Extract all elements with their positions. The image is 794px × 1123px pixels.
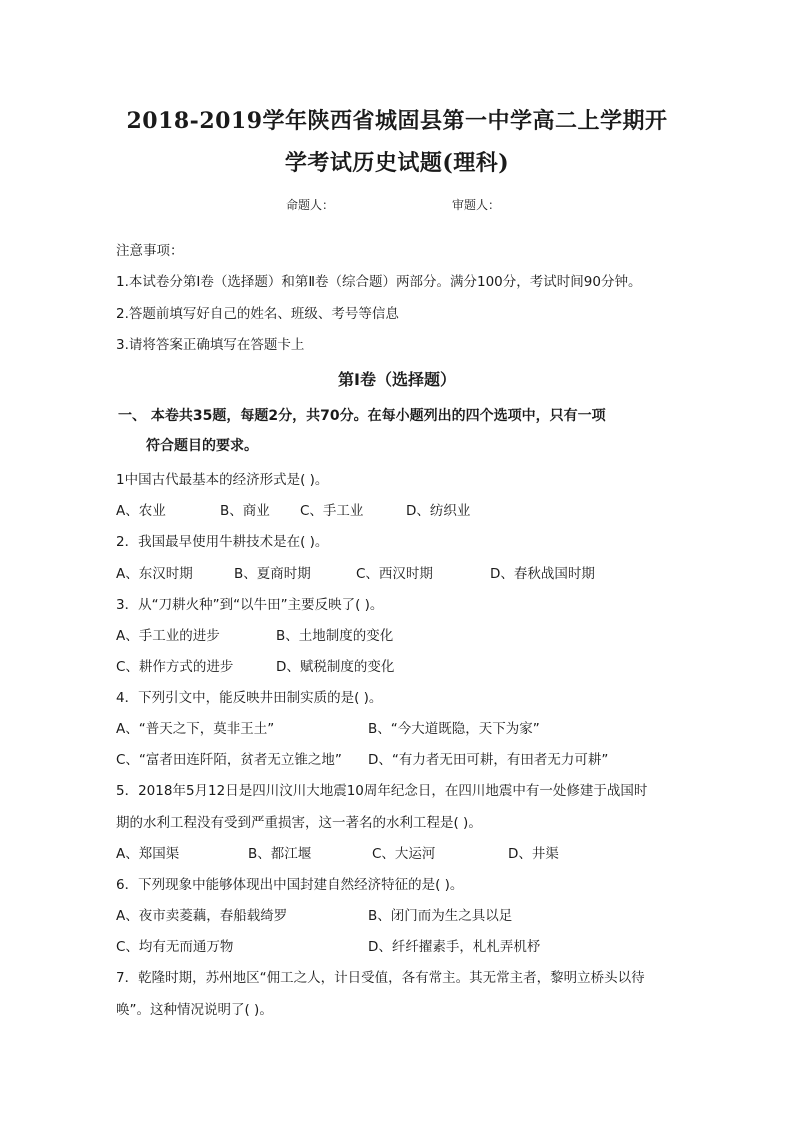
question-5-options — [116, 842, 716, 862]
question-3-options-row1 — [116, 624, 716, 644]
notice-item-3: 3.请将答案正确填写在答题卡上 — [116, 337, 305, 353]
question-1-stem: 1中国古代最基本的经济形式是( )。 — [116, 472, 329, 488]
option-c: C、均有无而通万物 — [116, 939, 234, 955]
option-c: C、手工业 — [300, 503, 364, 519]
notice-item-2: 2.答题前填写好自己的姓名、班级、考号等信息 — [116, 306, 399, 322]
option-c: C、大运河 — [372, 846, 436, 862]
option-a: A、郑国渠 — [116, 846, 180, 862]
notice-heading: 注意事项： — [116, 243, 184, 259]
question-6-options-row2 — [116, 935, 716, 955]
question-6-options-row1 — [116, 904, 716, 924]
option-a: A、“普天之下，莫非王土” — [116, 721, 275, 737]
option-a: A、农业 — [116, 503, 166, 519]
question-4-options-row1 — [116, 717, 716, 737]
option-b: B、闭门而为生之具以足 — [368, 908, 513, 924]
option-a: A、东汉时期 — [116, 566, 193, 582]
question-7-stem-cont: 唤”。这种情况说明了( )。 — [116, 1002, 273, 1018]
question-4-options-row2 — [116, 748, 716, 768]
option-a: A、夜市卖菱藕，春船载绮罗 — [116, 908, 288, 924]
question-5-stem-cont: 期的水利工程没有受到严重损害，这一著名的水利工程是( )。 — [116, 815, 482, 831]
option-c: C、“富者田连阡陌，贫者无立锥之地” — [116, 752, 342, 768]
notice-item-1: 1.本试卷分第Ⅰ卷（选择题）和第Ⅱ卷（综合题）两部分。满分100分，考试时间90分钟。 — [116, 274, 642, 290]
exam-title-line1: 2018-2019学年陕西省城固县第一中学高二上学期开 — [126, 108, 668, 134]
question-1-options — [116, 499, 716, 519]
question-4-stem: 4．下列引文中，能反映井田制实质的是( )。 — [116, 690, 383, 706]
option-d: D、“有力者无田可耕，有田者无力可耕” — [368, 752, 609, 768]
option-d: D、春秋战国时期 — [490, 566, 595, 582]
option-c: C、耕作方式的进步 — [116, 659, 234, 675]
option-d: D、纺织业 — [406, 503, 471, 519]
option-d: D、赋税制度的变化 — [276, 659, 395, 675]
option-d: D、纤纤擢素手，札札弄机杼 — [368, 939, 541, 955]
exam-title-line2: 学考试历史试题(理科) — [284, 150, 510, 176]
option-a: A、手工业的进步 — [116, 628, 220, 644]
section-title: 第Ⅰ卷（选择题） — [338, 370, 456, 389]
option-b: B、土地制度的变化 — [276, 628, 394, 644]
question-5-stem: 5．2018年5月12日是四川汶川大地震10周年纪念日，在四川地震中有一处修建于战国时 — [116, 783, 648, 799]
instruction-line2: 符合题目的要求。 — [146, 438, 258, 454]
question-3-options-row2 — [116, 655, 716, 675]
option-d: D、井渠 — [508, 846, 559, 862]
option-b: B、都江堰 — [248, 846, 312, 862]
option-b: B、商业 — [220, 503, 270, 519]
option-b: B、夏商时期 — [234, 566, 311, 582]
reviewer-label: 审题人： — [452, 198, 501, 212]
option-b: B、“今大道既隐，天下为家” — [368, 721, 540, 737]
question-3-stem: 3．从“刀耕火种”到“以牛田”主要反映了( )。 — [116, 597, 384, 613]
question-2-options — [116, 562, 716, 582]
instruction-line1: 一、 本卷共35题，每题2分，共70分。在每小题列出的四个选项中，只有一项 — [118, 408, 606, 424]
question-7-stem: 7．乾隆时期，苏州地区“佣工之人，计日受值，各有常主。其无常主者，黎明立桥头以待 — [116, 970, 645, 986]
question-2-stem: 2．我国最早使用牛耕技术是在( )。 — [116, 534, 329, 550]
setter-label: 命题人： — [286, 198, 335, 212]
option-c: C、西汉时期 — [356, 566, 433, 582]
question-6-stem: 6．下列现象中能够体现出中国封建自然经济特征的是( )。 — [116, 877, 464, 893]
